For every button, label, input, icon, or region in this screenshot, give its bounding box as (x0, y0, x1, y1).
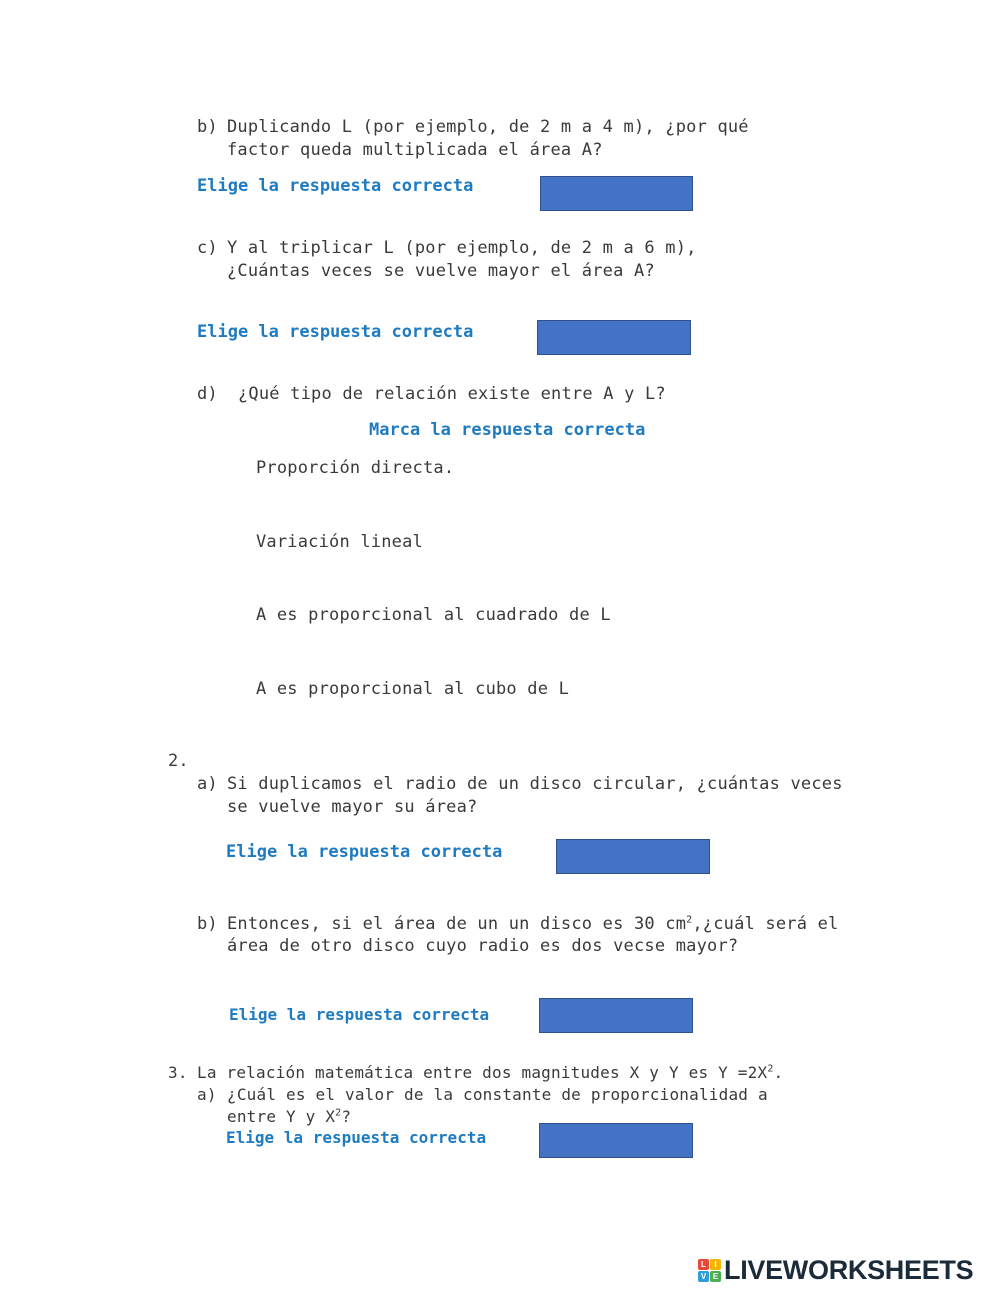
q2b-superscript: 2 (686, 914, 693, 926)
q1b-text-line1: Duplicando L (por ejemplo, de 2 m a 4 m), ¿por qué (227, 117, 749, 137)
q1d-prompt: Marca la respuesta correcta (369, 420, 646, 440)
q1b-text-line2: factor queda multiplicada el área A? (227, 140, 603, 160)
liveworksheets-logo (698, 1254, 973, 1286)
q2-number: 2. (168, 751, 189, 771)
q2b-text-post: ,¿cuál será el (692, 914, 839, 934)
q1c-text-line2: ¿Cuántas veces se vuelve mayor el área A? (227, 261, 655, 281)
q3a-superscript: 2 (335, 1107, 342, 1119)
q1c-text-line1: Y al triplicar L (por ejemplo, de 2 m a 6 m), (227, 238, 697, 258)
logo-mark-letter: E (710, 1271, 721, 1282)
logo-mark-icon (698, 1259, 721, 1282)
q2b-letter: b) (197, 914, 218, 934)
q2a-answer-dropdown[interactable] (556, 839, 710, 874)
logo-mark-letter: L (698, 1259, 709, 1270)
logo-mark-letter: I (710, 1259, 721, 1270)
q3-intro-superscript: 2 (767, 1063, 774, 1075)
q3-intro-post: . (773, 1063, 784, 1082)
q2a-letter: a) (197, 774, 218, 794)
q1b-prompt: Elige la respuesta correcta (197, 176, 474, 196)
q1d-option[interactable]: A es proporcional al cuadrado de L (256, 605, 611, 625)
q2b-text-pre: Entonces, si el área de un un disco es 30 cm (227, 914, 687, 934)
q3a-text-line2 (227, 1105, 351, 1128)
q3-number: 3. (168, 1063, 188, 1082)
q2a-text-line1: Si duplicamos el radio de un disco circular, ¿cuántas veces (227, 774, 843, 794)
q1d-option[interactable]: Proporción directa. (256, 458, 455, 478)
logo-text: LIVEWORKSHEETS (724, 1254, 974, 1285)
q1c-prompt: Elige la respuesta correcta (197, 322, 474, 342)
q2b-text-line1 (227, 913, 858, 936)
q3a-prompt: Elige la respuesta correcta (226, 1128, 487, 1147)
q2b-prompt: Elige la respuesta correcta (229, 1005, 490, 1024)
q1d-option[interactable]: A es proporcional al cubo de L (256, 679, 570, 699)
q3a-letter: a) (197, 1085, 217, 1104)
q3-intro (197, 1061, 783, 1084)
q1c-letter: c) (197, 238, 218, 258)
q1b-letter: b) (197, 117, 218, 137)
q2b-text-line2: área de otro disco cuyo radio es dos vecse mayor? (227, 936, 739, 956)
q3-intro-pre: La relación matemática entre dos magnitudes X y Y es Y =2X (197, 1063, 768, 1082)
q3a-text-post: ? (341, 1107, 352, 1126)
q3a-text-line1: ¿Cuál es el valor de la constante de proporcionalidad a (227, 1085, 768, 1104)
q1d-letter: d) (197, 384, 218, 404)
q2a-prompt: Elige la respuesta correcta (226, 842, 503, 862)
q1d-text-line1: ¿Qué tipo de relación existe entre A y L? (238, 384, 666, 404)
q3a-answer-dropdown[interactable] (539, 1123, 693, 1158)
q2b-answer-dropdown[interactable] (539, 998, 693, 1033)
q1d-option[interactable]: Variación lineal (256, 532, 423, 552)
logo-mark-letter: V (698, 1271, 709, 1282)
q3a-text-pre: entre Y y X (227, 1107, 336, 1126)
q1b-answer-dropdown[interactable] (540, 176, 693, 211)
q2a-text-line2: se vuelve mayor su área? (227, 797, 478, 817)
q1c-answer-dropdown[interactable] (537, 320, 691, 355)
